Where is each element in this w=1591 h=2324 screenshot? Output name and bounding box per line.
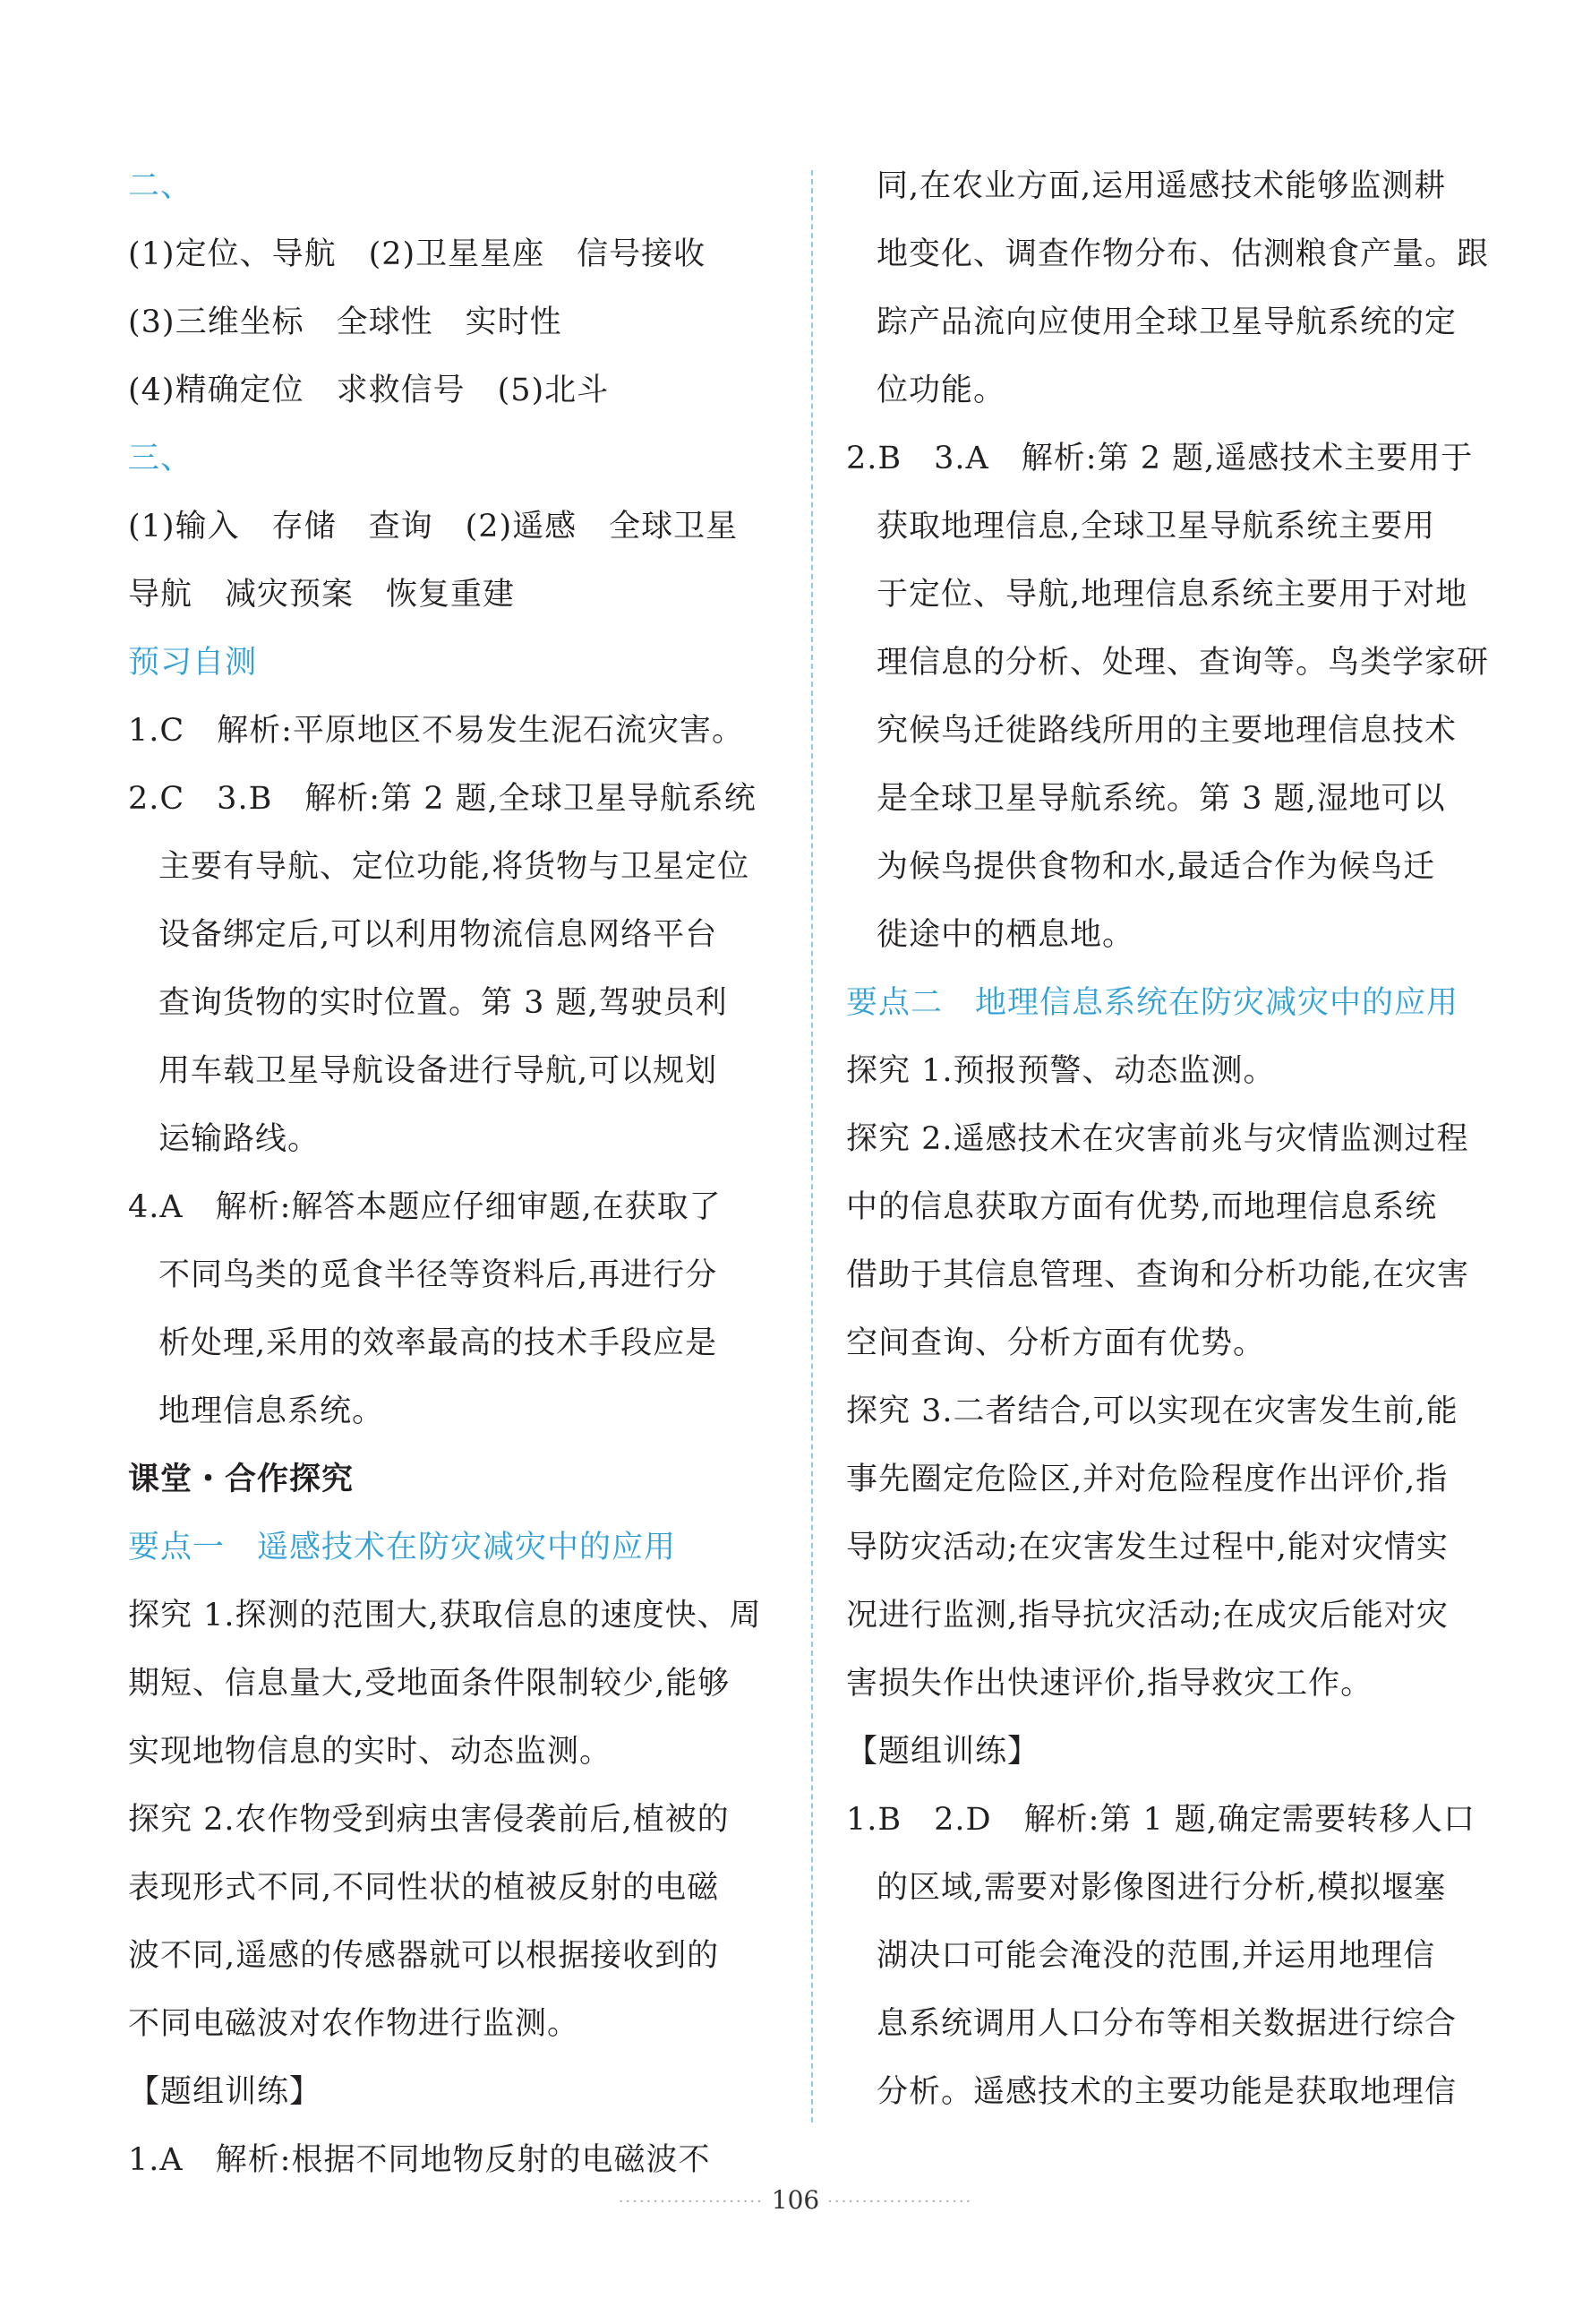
text-line: 探究 1.探测的范围大,获取信息的速度快、周 (128, 1598, 762, 1634)
text-line: 位功能。 (877, 373, 1006, 408)
text-line: 设备绑定后,可以利用物流信息网络平台 (158, 917, 718, 953)
text-line: 不同电磁波对农作物进行监测。 (128, 2006, 580, 2042)
text-line: 用车载卫星导航设备进行导航,可以规划 (158, 1053, 718, 1089)
text-line: 要点一 遥感技术在防灾减灾中的应用 (128, 1530, 677, 1565)
text-line: 2.B 3.A 解析:第 2 题,遥感技术主要用于 (846, 441, 1474, 476)
text-line: 1.B 2.D 解析:第 1 题,确定需要转移人口 (846, 1802, 1476, 1838)
text-line: 导航 减灾预案 恢复重建 (128, 577, 516, 613)
text-line: 获取地理信息,全球卫星导航系统主要用 (877, 509, 1436, 545)
footer-dots-right: ····················· (827, 2192, 973, 2211)
text-line: 湖决口可能会淹没的范围,并运用地理信 (877, 1938, 1436, 1974)
text-line: (3)三维坐标 全球性 实时性 (128, 304, 562, 340)
text-line: 探究 2.农作物受到病虫害侵袭前后,植被的 (128, 1802, 730, 1838)
text-line: (1)输入 存储 查询 (2)遥感 全球卫星 (128, 509, 739, 545)
text-line: 究候鸟迁徙路线所用的主要地理信息技术 (877, 713, 1458, 749)
text-line: 于定位、导航,地理信息系统主要用于对地 (877, 577, 1468, 613)
text-line: 析处理,采用的效率最高的技术手段应是 (158, 1325, 718, 1361)
text-line: 同,在农业方面,运用遥感技术能够监测耕 (877, 168, 1447, 204)
text-line: 的区域,需要对影像图进行分析,模拟堰塞 (877, 1870, 1447, 1906)
text-line: (1)定位、导航 (2)卫星星座 信号接收 (128, 236, 706, 272)
text-line: 是全球卫星导航系统。第 3 题,湿地可以 (877, 781, 1446, 817)
text-line: 运输路线。 (158, 1121, 321, 1157)
text-line: 要点二 地理信息系统在防灾减灾中的应用 (846, 985, 1459, 1021)
text-line: 踪产品流向应使用全球卫星导航系统的定 (877, 304, 1458, 340)
text-line: 害损失作出快速评价,指导救灾工作。 (846, 1666, 1373, 1702)
column-divider (811, 170, 813, 2122)
right-column (846, 152, 1500, 2126)
text-line: 探究 3.二者结合,可以实现在灾害发生前,能 (846, 1394, 1458, 1429)
text-line: 探究 1.预报预警、动态监测。 (846, 1053, 1276, 1089)
text-line: 预习自测 (128, 645, 258, 681)
text-line: 2.C 3.B 解析:第 2 题,全球卫星导航系统 (128, 781, 757, 817)
text-line: 地理信息系统。 (158, 1394, 385, 1429)
footer-dots-left: ····················· (618, 2192, 764, 2211)
text-line: 借助于其信息管理、查询和分析功能,在灾害 (846, 1257, 1470, 1293)
text-line: 为候鸟提供食物和水,最适合作为候鸟迁 (877, 849, 1436, 885)
text-line: 1.C 解析:平原地区不易发生泥石流灾害。 (128, 713, 744, 749)
text-line: 三、 (128, 441, 193, 476)
text-line: 【题组训练】 (128, 2074, 322, 2110)
text-line: 况进行监测,指导抗灾活动;在成灾后能对灾 (846, 1598, 1449, 1634)
text-line: 探究 2.遥感技术在灾害前兆与灾情监测过程 (846, 1121, 1469, 1157)
text-line: 4.A 解析:解答本题应仔细审题,在获取了 (128, 1189, 722, 1225)
text-line: 导防灾活动;在灾害发生过程中,能对灾情实 (846, 1530, 1449, 1565)
text-line: 查询货物的实时位置。第 3 题,驾驶员利 (158, 985, 728, 1021)
text-line: 二、 (128, 168, 193, 204)
text-line: 表现形式不同,不同性状的植被反射的电磁 (128, 1870, 720, 1906)
text-line: 徙途中的栖息地。 (877, 917, 1135, 953)
text-line: 地变化、调查作物分布、估测粮食产量。跟 (877, 236, 1490, 272)
page-number: 106 (771, 2185, 820, 2215)
text-line: (4)精确定位 求救信号 (5)北斗 (128, 373, 610, 408)
text-line: 波不同,遥感的传感器就可以根据接收到的 (128, 1938, 720, 1974)
left-column (128, 152, 783, 2194)
page-footer (0, 2185, 1591, 2215)
text-line: 实现地物信息的实时、动态监测。 (128, 1734, 612, 1770)
text-line: 分析。遥感技术的主要功能是获取地理信 (877, 2074, 1458, 2110)
text-line: 课堂・合作探究 (128, 1461, 355, 1497)
text-line: 1.A 解析:根据不同地物反射的电磁波不 (128, 2142, 711, 2178)
text-line: 期短、信息量大,受地面条件限制较少,能够 (128, 1666, 731, 1702)
text-line: 中的信息获取方面有优势,而地理信息系统 (846, 1189, 1438, 1225)
text-line: 理信息的分析、处理、查询等。鸟类学家研 (877, 645, 1490, 681)
text-line: 事先圈定危险区,并对危险程度作出评价,指 (846, 1462, 1449, 1497)
text-line: 主要有导航、定位功能,将货物与卫星定位 (158, 849, 750, 885)
text-line: 【题组训练】 (846, 1734, 1040, 1770)
text-line: 空间查询、分析方面有优势。 (846, 1325, 1266, 1361)
text-line: 不同鸟类的觅食半径等资料后,再进行分 (158, 1257, 718, 1293)
text-line: 息系统调用人口分布等相关数据进行综合 (877, 2006, 1458, 2042)
